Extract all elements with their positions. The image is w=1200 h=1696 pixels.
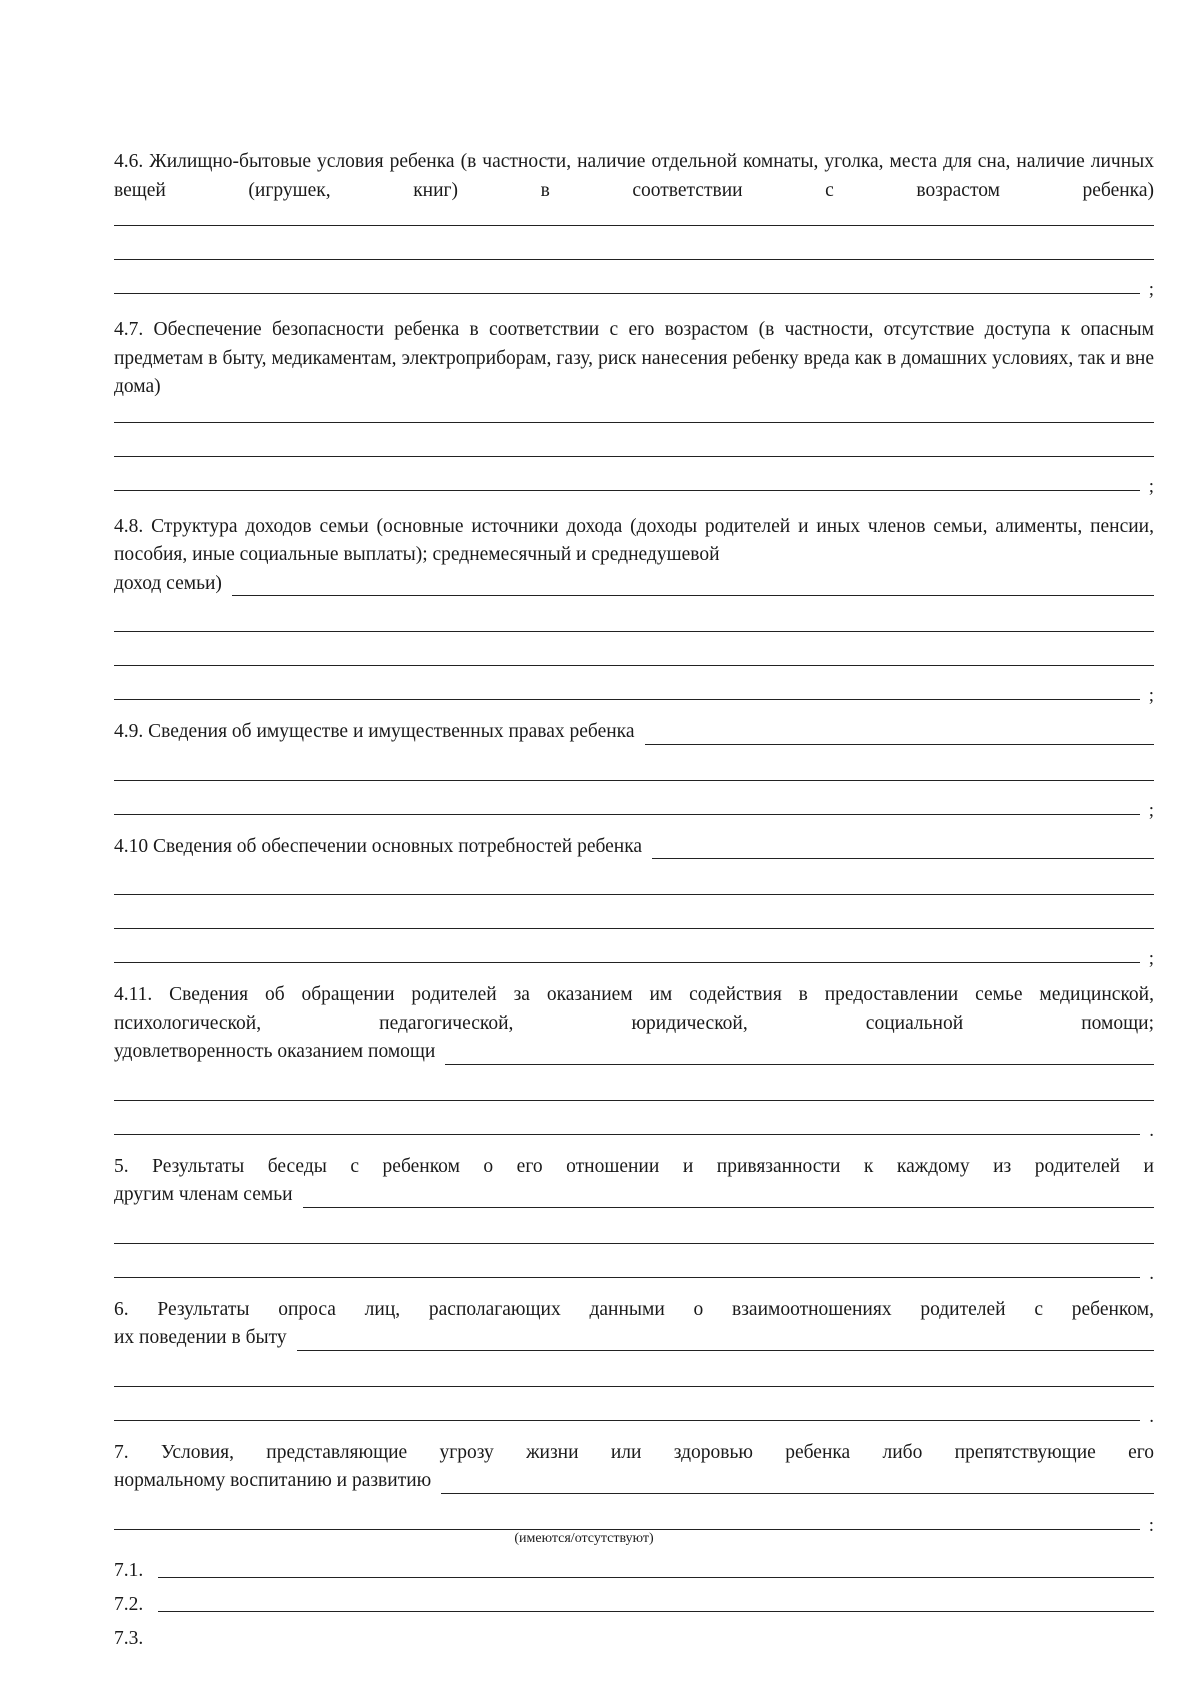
line-end-mark: ;	[1148, 948, 1154, 969]
section-4-9	[114, 718, 1154, 821]
answer-line[interactable]	[114, 747, 1154, 781]
line-end-mark: ;	[1148, 685, 1154, 706]
section-4-6-text: 4.6. Жилищно-бытовые условия ребенка (в частности, наличие отдельной комнаты, уголка, места для сна, наличие личных вещей (игрушек, книг) в соответствии с возрастом ребенка)	[114, 151, 1154, 201]
line-end-mark: .	[1149, 1405, 1154, 1427]
section-7-tail: нормальному воспитанию и развитию	[114, 1470, 432, 1491]
section-4-9-text: 4.9. Сведения об имуществе и имущественных правах ребенка	[114, 721, 635, 742]
answer-line[interactable]	[114, 632, 1154, 666]
answer-line[interactable]	[232, 573, 1154, 596]
answer-line[interactable]	[114, 598, 1154, 632]
line-caption: (имеются/отсутствуют)	[514, 1530, 654, 1546]
line-end-mark: :	[1148, 1514, 1154, 1536]
section-5-tail: другим членам семьи	[114, 1184, 293, 1205]
answer-line[interactable]	[114, 260, 1154, 300]
section-4-7	[114, 316, 1154, 497]
answer-line[interactable]	[114, 781, 1154, 821]
answer-line[interactable]	[114, 402, 1154, 423]
answer-line[interactable]	[114, 226, 1154, 260]
section-4-6	[114, 148, 1154, 300]
answer-line[interactable]	[114, 1067, 1154, 1101]
section-5	[114, 1153, 1154, 1284]
section-7	[114, 1439, 1154, 1650]
answer-line[interactable]	[114, 457, 1154, 497]
section-4-8-tail: доход семьи)	[114, 572, 222, 594]
section-6-text: 6. Результаты опроса лиц, располагающих данными о взаимоотношениях родителей с ребенком,	[114, 1298, 1154, 1320]
section-4-7-text: 4.7. Обеспечение безопасности ребенка в соответствии с его возрастом (в частности, отсутствие доступа к опасным предметам в быту, медикаментам, электроприборам, газу, риск нанесения ребенку вреда как в домашних условиях, так и вне дома)	[114, 319, 1154, 397]
answer-line[interactable]	[114, 1101, 1154, 1141]
item-number: 7.2.	[114, 1593, 144, 1615]
answer-line[interactable]	[158, 1553, 1154, 1578]
answer-line[interactable]	[114, 423, 1154, 457]
answer-line[interactable]	[297, 1328, 1154, 1351]
answer-line[interactable]	[158, 1587, 1154, 1612]
line-end-mark: .	[1149, 1262, 1154, 1284]
answer-line[interactable]	[114, 1244, 1154, 1284]
section-4-8-text: 4.8. Структура доходов семьи (основные источники дохода (доходы родителей и иных членов семьи, алименты, пенсии, пособия, иные социальные выплаты); среднемесячный и среднедушевой	[114, 515, 1154, 565]
answer-line[interactable]	[114, 929, 1154, 969]
line-end-mark: ;	[1148, 475, 1154, 497]
answer-line[interactable]	[645, 722, 1154, 745]
answer-line[interactable]	[445, 1042, 1154, 1065]
section-4-10	[114, 833, 1154, 969]
section-4-11-text: 4.11. Сведения об обращении родителей за оказанием им содействия в предоставлении семье медицинской, психологической, педагогической, юридической, социальной помощи;	[114, 984, 1154, 1034]
document-page	[114, 148, 1154, 1650]
section-4-8	[114, 513, 1154, 706]
answer-line[interactable]	[114, 1387, 1154, 1427]
answer-line[interactable]	[114, 861, 1154, 895]
item-number: 7.1.	[114, 1559, 144, 1581]
section-6	[114, 1296, 1154, 1427]
line-end-mark: ;	[1148, 799, 1154, 821]
line-end-mark: ;	[1148, 279, 1154, 300]
answer-line[interactable]	[114, 1353, 1154, 1387]
answer-line[interactable]	[303, 1185, 1154, 1208]
answer-line[interactable]	[652, 836, 1154, 859]
section-4-11	[114, 981, 1154, 1141]
answer-line[interactable]	[114, 895, 1154, 929]
answer-line[interactable]	[114, 1210, 1154, 1244]
answer-line[interactable]	[114, 1496, 1154, 1536]
section-6-tail: их поведении в быту	[114, 1327, 287, 1348]
answer-line[interactable]	[114, 666, 1154, 706]
answer-line[interactable]	[114, 205, 1154, 226]
section-5-text: 5. Результаты беседы с ребенком о его отношении и привязанности к каждому из родителей и	[114, 1155, 1154, 1177]
section-4-11-tail: удовлетворенность оказанием помощи	[114, 1041, 436, 1062]
line-end-mark: .	[1149, 1119, 1154, 1141]
answer-line[interactable]	[441, 1471, 1154, 1494]
section-4-10-text: 4.10 Сведения об обеспечении основных потребностей ребенка	[114, 835, 643, 857]
item-number: 7.3.	[114, 1627, 144, 1649]
section-7-text: 7. Условия, представляющие угрозу жизни или здоровью ребенка либо препятствующие его	[114, 1441, 1154, 1463]
